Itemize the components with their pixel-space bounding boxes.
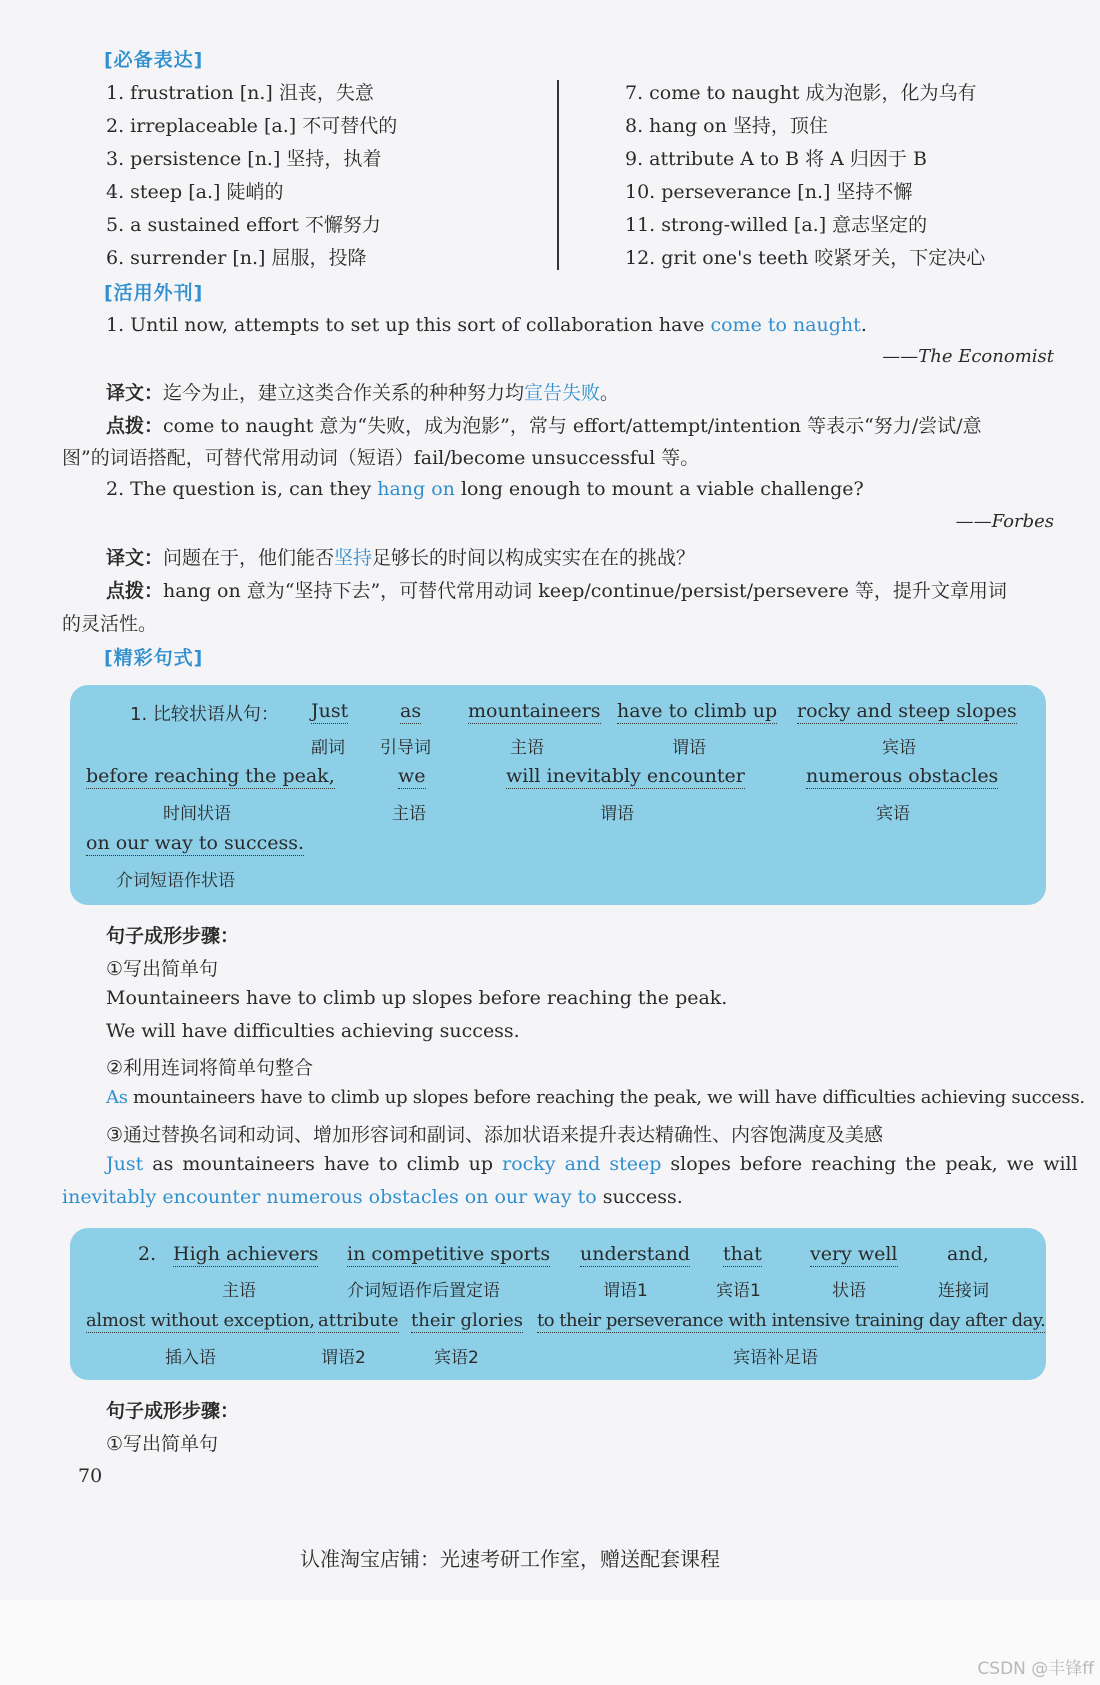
section-heading-sentence-patterns: [精彩句式] xyxy=(104,647,204,669)
example-1-tip-line2: 图”的词语搭配，可替代常用动词（短语）fail/become unsuccessful 等。 xyxy=(62,447,700,469)
box1-term: we xyxy=(398,765,426,787)
example-2-tip: 点拨：hang on 意为“坚持下去”，可替代常用动词 keep/continue/persist/persevere 等，提升文章用词 xyxy=(106,580,1007,602)
box2-label: 插入语 xyxy=(165,1348,216,1368)
box2-label: 主语 xyxy=(222,1281,256,1301)
example-1-sentence: 1. Until now, attempts to set up this sort of collaboration have come to naught. xyxy=(106,314,867,336)
final-sentence-line1: Just as mountaineers have to climb up rocky and steep slopes before reaching the peak, we will xyxy=(106,1153,1078,1175)
source-economist: ——The Economist xyxy=(882,346,1054,367)
box1-term: on our way to success. xyxy=(86,832,305,854)
box2-term: that xyxy=(723,1243,762,1265)
final-sentence-line2: inevitably encounter numerous obstacles on our way to success. xyxy=(62,1186,683,1208)
example-2-translation: 译文：问题在于，他们能否坚持足够长的时间以构成实实在在的挑战？ xyxy=(106,547,696,569)
box1-label: 副词 xyxy=(311,738,345,758)
step-1-label: ①写出简单句 xyxy=(106,958,219,980)
box2-number: 2. xyxy=(138,1243,157,1265)
vocab-item: 5. a sustained effort 不懈努力 xyxy=(106,214,381,236)
box1-label: 引导词 xyxy=(380,738,431,758)
combined-sentence: As mountaineers have to climb up slopes before reaching the peak, we will have difficulties achieving success. xyxy=(106,1087,1085,1108)
box2-label: 宾语2 xyxy=(434,1348,479,1368)
box2-term: and, xyxy=(947,1243,989,1265)
box1-label: 宾语 xyxy=(882,738,916,758)
box1-term: numerous obstacles xyxy=(806,765,999,787)
vocab-item: 2. irreplaceable [a.] 不可替代的 xyxy=(106,115,398,137)
vocab-item: 8. hang on 坚持，顶住 xyxy=(625,115,828,137)
box1-term: rocky and steep slopes xyxy=(797,700,1017,722)
box2-term: very well xyxy=(810,1243,898,1265)
box2-term: their glories xyxy=(411,1310,523,1331)
vocab-item: 7. come to naught 成为泡影，化为乌有 xyxy=(625,82,977,104)
vocab-item: 12. grit one's teeth 咬紧牙关，下定决心 xyxy=(625,247,986,269)
box2-term: High achievers xyxy=(173,1243,319,1265)
box2-term: to their perseverance with intensive training day after day. xyxy=(537,1310,1046,1331)
vocab-item: 11. strong-willed [a.] 意志坚定的 xyxy=(625,214,928,236)
box1-term: Just xyxy=(311,700,349,722)
source-forbes: ——Forbes xyxy=(955,511,1054,532)
example-1-tip: 点拨：come to naught 意为“失败，成为泡影”，常与 effort/attempt/intention 等表示“努力/尝试/意 xyxy=(106,415,982,437)
vocab-list-left xyxy=(106,77,397,275)
vocab-list-right xyxy=(625,77,985,275)
box1-term: mountaineers xyxy=(468,700,601,722)
highlight-phrase: hang on xyxy=(377,478,455,500)
box1-label: 谓语 xyxy=(600,804,634,824)
watermark: CSDN @丰锋ff xyxy=(977,1659,1094,1679)
box1-term: have to climb up xyxy=(617,700,778,722)
box2-label: 介词短语作后置定语 xyxy=(347,1281,500,1301)
column-divider xyxy=(557,80,559,270)
example-2-sentence: 2. The question is, can they hang on long enough to mount a viable challenge? xyxy=(106,478,864,500)
footer-shop-note: 认准淘宝店铺：光速考研工作室，赠送配套课程 xyxy=(300,1547,720,1571)
example-1-translation: 译文：迄今为止，建立这类合作关系的种种努力均宣告失败。 xyxy=(106,382,620,404)
box2-label: 宾语补足语 xyxy=(733,1348,818,1368)
box2-term: almost without exception, xyxy=(86,1310,315,1331)
highlight-phrase: come to naught xyxy=(710,314,861,336)
box2-term: in competitive sports xyxy=(347,1243,551,1265)
box2-label: 谓语1 xyxy=(603,1281,648,1301)
box2-term: attribute xyxy=(318,1310,399,1331)
step-1-label-2: ①写出简单句 xyxy=(106,1433,219,1455)
vocab-item: 3. persistence [n.] 坚持，执着 xyxy=(106,148,382,170)
steps-heading-2: 句子成形步骤： xyxy=(106,1400,240,1422)
box1-label: 时间状语 xyxy=(163,804,231,824)
box2-term: understand xyxy=(580,1243,691,1265)
box1-term: before reaching the peak, xyxy=(86,765,335,787)
vocab-item: 1. frustration [n.] 沮丧，失意 xyxy=(106,82,374,104)
example-2-tip-line2: 的灵活性。 xyxy=(62,613,158,635)
vocab-item: 4. steep [a.] 陡峭的 xyxy=(106,181,284,203)
steps-heading: 句子成形步骤： xyxy=(106,925,240,947)
box1-label: 主语 xyxy=(510,738,544,758)
box1-term: as xyxy=(400,700,422,722)
simple-sentence-a: Mountaineers have to climb up slopes before reaching the peak. xyxy=(106,987,728,1009)
box1-label: 介词短语作状语 xyxy=(116,871,235,891)
step-2-label: ②利用连词将简单句整合 xyxy=(106,1057,314,1079)
footer-strip xyxy=(0,1600,1100,1685)
box1-label: 谓语 xyxy=(672,738,706,758)
section-heading-expressions: [必备表达] xyxy=(104,49,204,71)
box2-label: 谓语2 xyxy=(321,1348,366,1368)
box1-label: 宾语 xyxy=(876,804,910,824)
box2-label: 连接词 xyxy=(938,1281,989,1301)
vocab-item: 10. perseverance [n.] 坚持不懈 xyxy=(625,181,913,203)
box2-label: 状语 xyxy=(832,1281,866,1301)
box1-label: 主语 xyxy=(392,804,426,824)
vocab-item: 9. attribute A to B 将 A 归因于 B xyxy=(625,148,927,170)
section-heading-newspaper: [活用外刊] xyxy=(104,282,204,304)
simple-sentence-b: We will have difficulties achieving success. xyxy=(106,1020,520,1042)
box1-title: 1. 比较状语从句： xyxy=(130,704,279,725)
vocab-item: 6. surrender [n.] 屈服，投降 xyxy=(106,247,367,269)
step-3-label: ③通过替换名词和动词、增加形容词和副词、添加状语来提升表达精确性、内容饱满度及美感 xyxy=(106,1124,884,1146)
box2-label: 宾语1 xyxy=(716,1281,761,1301)
page-number: 70 xyxy=(78,1465,103,1487)
box1-term: will inevitably encounter xyxy=(506,765,745,787)
